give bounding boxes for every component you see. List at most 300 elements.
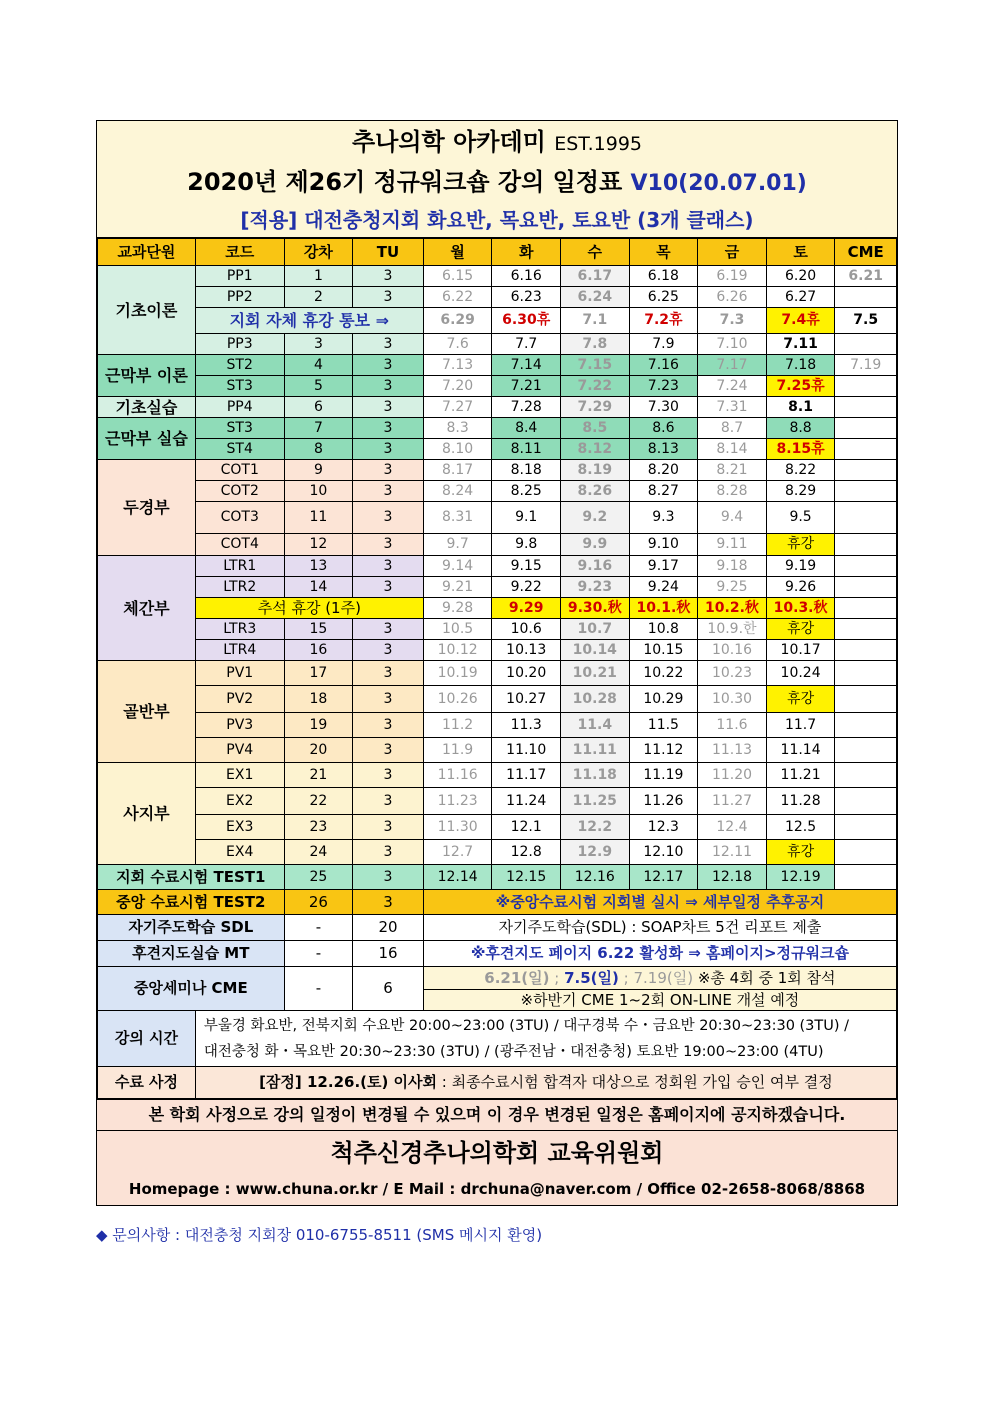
table-cell: 15 [284,619,353,640]
table-cell: 코드 [195,239,284,266]
table-cell: PV3 [195,713,284,738]
table-cell: 8.15휴 [766,439,835,460]
table-cell: 6 [284,397,353,418]
table-cell: 7.21 [492,376,561,397]
table-cell: 11.7 [766,713,835,738]
table-cell: 9.1 [492,502,561,534]
table-cell: 12.16 [561,865,630,890]
table-row [98,334,897,355]
contact-info: Homepage : www.chuna.or.kr / E Mail : drchuna@naver.com / Office 02-2658-8068/8868 [128,1180,866,1198]
table-cell: 10.28 [561,686,630,713]
table-cell: 4 [284,355,353,376]
table-cell [835,577,897,598]
table-cell: 6.25 [629,287,698,308]
table-cell: EX2 [195,788,284,815]
table-cell: 6.22 [423,287,492,308]
table-cell: 8.21 [698,460,767,481]
document-header [97,121,897,238]
table-cell: 7.1 [561,308,630,334]
table-cell: 11.24 [492,788,561,815]
table-row [98,1067,897,1099]
table-cell: 6.21(일) ; 7.5(일) ; 7.19(일) ※총 4회 중 1회 참석 [423,967,896,990]
table-cell: 10.3.秋 [766,598,835,619]
table-cell: 9.9 [561,534,630,556]
table-cell: 8.22 [766,460,835,481]
table-row [98,661,897,686]
table-cell: 11.12 [629,738,698,763]
table-cell: 8.13 [629,439,698,460]
table-cell: 7.6 [423,334,492,355]
table-cell: 3 [353,418,424,439]
table-cell: 6.21 [835,266,897,287]
table-cell: ※하반기 CME 1~2회 ON-LINE 개설 예정 [423,990,896,1011]
table-cell: 10.19 [423,661,492,686]
applied-classes: [적용] 대전충청지회 화요반, 목요반, 토요반 (3개 클래스) [240,208,754,232]
table-cell: PP2 [195,287,284,308]
table-cell: 11.10 [492,738,561,763]
table-cell: 8.3 [423,418,492,439]
table-cell: 12.1 [492,815,561,840]
table-cell: 3 [353,738,424,763]
table-cell: LTR2 [195,577,284,598]
table-cell: 10.30 [698,686,767,713]
table-cell: PP4 [195,397,284,418]
table-cell: 3 [353,890,424,915]
table-cell: 16 [284,640,353,661]
table-cell: 8.17 [423,460,492,481]
table-cell [835,439,897,460]
table-cell: 7.20 [423,376,492,397]
table-cell: 11.21 [766,763,835,788]
table-cell: 11.30 [423,815,492,840]
table-cell: 10.15 [629,640,698,661]
table-cell: 9.28 [423,598,492,619]
table-cell: 7.18 [766,355,835,376]
table-cell: 11.18 [561,763,630,788]
table-cell: 6.15 [423,266,492,287]
table-cell: 11.9 [423,738,492,763]
table-row [98,619,897,640]
table-cell: 3 [353,334,424,355]
table-cell: 10.27 [492,686,561,713]
table-row [98,266,897,287]
table-cell: COT1 [195,460,284,481]
table-cell: - [284,941,353,967]
table-cell: 7.3 [698,308,767,334]
table-cell: 10.13 [492,640,561,661]
table-cell: 24 [284,840,353,865]
table-row [98,308,897,334]
table-cell: - [284,915,353,941]
table-cell: 8.5 [561,418,630,439]
table-cell: 3 [353,713,424,738]
table-cell: 14 [284,577,353,598]
table-cell: ST4 [195,439,284,460]
table-cell: 7.17 [698,355,767,376]
table-cell: 7.14 [492,355,561,376]
group-head: 두경부 [98,460,196,556]
table-cell: 3 [353,661,424,686]
table-cell: 7.24 [698,376,767,397]
table-cell: PV1 [195,661,284,686]
table-cell: 8.11 [492,439,561,460]
table-cell: 3 [353,815,424,840]
table-cell: 9.5 [766,502,835,534]
table-cell: LTR3 [195,619,284,640]
table-cell: 12.19 [766,865,835,890]
table-cell: 추석 휴강 (1주) [195,598,423,619]
table-cell: 10.14 [561,640,630,661]
table-cell: 자기주도학습 SDL [98,915,285,941]
table-cell: 3 [284,334,353,355]
table-cell: 8 [284,439,353,460]
table-cell: 7.13 [423,355,492,376]
table-cell: 12.11 [698,840,767,865]
table-row [98,376,897,397]
table-cell: 11.14 [766,738,835,763]
table-cell: 19 [284,713,353,738]
table-cell: 11.4 [561,713,630,738]
table-row [98,481,897,502]
table-cell: 26 [284,890,353,915]
group-muscle-practice: 근막부 실습 [98,418,196,460]
table-cell: LTR1 [195,556,284,577]
table-row [98,738,897,763]
table-cell: 지회 수료시험 TEST1 [98,865,285,890]
table-cell: 8.6 [629,418,698,439]
table-cell: 6.24 [561,287,630,308]
table-row [98,788,897,815]
table-cell: 11.5 [629,713,698,738]
table-cell: 휴강 [766,619,835,640]
table-row [98,686,897,713]
table-row [98,967,897,990]
schedule-table [97,238,897,1099]
table-cell: 9.10 [629,534,698,556]
table-row [98,439,897,460]
table-cell: 10 [284,481,353,502]
table-cell: 10.9.한 [698,619,767,640]
table-row [98,915,897,941]
table-cell: 10.23 [698,661,767,686]
table-row [98,418,897,439]
table-cell: 3 [353,865,424,890]
table-cell: 9.21 [423,577,492,598]
table-cell: EX1 [195,763,284,788]
table-cell: 수료 사정 [98,1067,196,1099]
table-cell: 8.7 [698,418,767,439]
table-cell: 3 [353,481,424,502]
table-cell: 10.17 [766,640,835,661]
table-cell: 10.7 [561,619,630,640]
table-cell: 12.10 [629,840,698,865]
table-cell: 6.18 [629,266,698,287]
table-cell: 3 [353,376,424,397]
table-cell: 8.28 [698,481,767,502]
table-cell: 9.16 [561,556,630,577]
inquiry-note: ◆ 문의사항 : 대전충청 지회장 010-6755-8511 (SMS 메시지 환영) [96,1226,543,1244]
table-cell: 7.31 [698,397,767,418]
table-cell: 7.19 [835,355,897,376]
table-cell: 7.28 [492,397,561,418]
table-cell: TU [353,239,424,266]
table-cell: 6 [353,967,424,1011]
table-cell: 8.8 [766,418,835,439]
table-cell: 11.11 [561,738,630,763]
table-cell: - [284,967,353,1011]
table-cell: 토 [766,239,835,266]
table-cell: 11.25 [561,788,630,815]
table-cell: 12.18 [698,865,767,890]
table-cell: 10.16 [698,640,767,661]
table-cell: 8.26 [561,481,630,502]
table-cell: ※후견지도 페이지 6.22 활성화 ⇒ 홈페이지>정규워크숍 [423,941,896,967]
table-cell [835,815,897,840]
table-cell: 7 [284,418,353,439]
table-cell [835,713,897,738]
group-trunk: 체간부 [98,556,196,661]
table-cell [835,661,897,686]
table-cell: 6.17 [561,266,630,287]
table-cell: 2 [284,287,353,308]
table-cell: 8.29 [766,481,835,502]
table-cell: 9.19 [766,556,835,577]
table-row [98,460,897,481]
table-cell: 화 [492,239,561,266]
table-cell [835,556,897,577]
table-row [98,941,897,967]
table-cell: 9 [284,460,353,481]
table-cell: 7.9 [629,334,698,355]
table-cell [835,376,897,397]
table-cell: 7.5 [835,308,897,334]
table-cell: 1 [284,266,353,287]
table-cell: COT2 [195,481,284,502]
table-cell: 12.17 [629,865,698,890]
table-cell: 16 [353,941,424,967]
table-row [98,287,897,308]
table-cell: 13 [284,556,353,577]
table-row [98,763,897,788]
table-cell: 10.24 [766,661,835,686]
table-cell: 8.18 [492,460,561,481]
table-cell: 11.6 [698,713,767,738]
table-cell: 10.21 [561,661,630,686]
table-cell: 9.14 [423,556,492,577]
table-cell: 6.19 [698,266,767,287]
schedule-title: 2020년 제26기 정규워크숍 강의 일정표 V10(20.07.01) [187,168,807,196]
table-cell [835,287,897,308]
table-cell: 9.7 [423,534,492,556]
table-cell: 8.12 [561,439,630,460]
table-cell: 20 [284,738,353,763]
table-cell: EX3 [195,815,284,840]
table-cell: 9.15 [492,556,561,577]
table-cell: 지회 자체 휴강 통보 ⇒ [195,308,423,334]
table-cell: 5 [284,376,353,397]
table-cell: 17 [284,661,353,686]
table-cell: 8.4 [492,418,561,439]
table-cell: 11.19 [629,763,698,788]
table-cell: 월 [423,239,492,266]
table-cell: 부울경 화요반, 전북지회 수요반 20:00~23:00 (3TU) / 대구경북 수・금요반 20:30~23:30 (3TU) / 대전충청 화・목요반 20:30~23:30 (3TU) / (광주전남・대전충청) 토요반 19:00~23:00 (4TU) [195,1011,896,1067]
table-cell: 금 [698,239,767,266]
table-cell: 12.4 [698,815,767,840]
table-cell: 7.30 [629,397,698,418]
table-cell: 12.7 [423,840,492,865]
table-cell: 9.11 [698,534,767,556]
table-cell: 7.8 [561,334,630,355]
table-cell: 3 [353,460,424,481]
table-cell: 6.30휴 [492,308,561,334]
table-cell: 11.17 [492,763,561,788]
table-cell: 3 [353,397,424,418]
table-cell: 22 [284,788,353,815]
group-muscle-theory: 근막부 이론 [98,355,196,397]
academy-title: 추나의학 아카데미 EST.1995 [352,128,642,156]
table-cell [835,686,897,713]
table-cell [835,598,897,619]
table-cell: 3 [353,534,424,556]
table-cell: ST2 [195,355,284,376]
table-header [98,239,897,266]
table-cell: 10.8 [629,619,698,640]
table-row [98,890,897,915]
table-cell [835,534,897,556]
table-cell: 7.29 [561,397,630,418]
table-cell: 23 [284,815,353,840]
group-basic-theory: 기초이론 [98,266,196,355]
table-cell: 10.2.秋 [698,598,767,619]
table-cell: ST3 [195,376,284,397]
table-cell: PV2 [195,686,284,713]
table-cell [835,640,897,661]
table-cell: 10.22 [629,661,698,686]
table-cell: 3 [353,556,424,577]
table-cell [835,502,897,534]
table-cell: 3 [353,287,424,308]
table-cell: 12.3 [629,815,698,840]
table-cell: 8.24 [423,481,492,502]
table-cell [835,481,897,502]
table-cell: 교과단원 [98,239,196,266]
table-row [98,713,897,738]
table-row [98,577,897,598]
table-cell: 10.6 [492,619,561,640]
table-cell [835,619,897,640]
table-cell: 12.5 [766,815,835,840]
table-row [98,840,897,865]
table-cell: 자기주도학습(SDL) : SOAP차트 5건 리포트 제출 [423,915,896,941]
table-cell: 9.30.秋 [561,598,630,619]
table-cell: 휴강 [766,686,835,713]
table-cell: 11 [284,502,353,534]
table-row [98,355,897,376]
document-footer [97,1099,897,1205]
table-row [98,640,897,661]
table-cell: 3 [353,788,424,815]
table-cell: 20 [353,915,424,941]
table-cell: 3 [353,640,424,661]
table-cell: 12.9 [561,840,630,865]
table-cell [835,788,897,815]
table-cell: 3 [353,439,424,460]
table-cell: 12.2 [561,815,630,840]
table-cell: 9.3 [629,502,698,534]
table-cell: 8.20 [629,460,698,481]
table-cell: 11.23 [423,788,492,815]
table-cell: 8.25 [492,481,561,502]
table-cell: 11.26 [629,788,698,815]
table-cell: COT3 [195,502,284,534]
table-cell: 9.8 [492,534,561,556]
table-cell: 7.2휴 [629,308,698,334]
table-cell: 3 [353,686,424,713]
table-cell: PP1 [195,266,284,287]
table-cell: 7.16 [629,355,698,376]
table-cell [835,840,897,865]
table-cell: 후견지도실습 MT [98,941,285,967]
table-row [98,598,897,619]
table-cell [835,418,897,439]
table-cell: COT4 [195,534,284,556]
committee-name: 척추신경추나의학회 교육위원회 [330,1139,664,1167]
table-cell: 11.3 [492,713,561,738]
table-cell: 18 [284,686,353,713]
table-cell: LTR4 [195,640,284,661]
table-cell: 7.11 [766,334,835,355]
table-cell: 7.22 [561,376,630,397]
table-cell: ※중앙수료시험 지회별 실시 ⇒ 세부일정 추후공지 [423,890,896,915]
table-cell: EX4 [195,840,284,865]
group-pelvis: 골반부 [98,661,196,763]
table-cell [835,460,897,481]
table-cell: 8.27 [629,481,698,502]
table-cell: 8.1 [766,397,835,418]
table-cell: 10.1.秋 [629,598,698,619]
table-cell: 6.26 [698,287,767,308]
table-cell: [잠정] 12.26.(토) 이사회 : 최종수료시험 합격자 대상으로 정회원 가입 승인 여부 결정 [195,1067,896,1099]
table-cell: 11.27 [698,788,767,815]
table-cell [835,865,897,890]
table-cell: 12 [284,534,353,556]
table-cell: 목 [629,239,698,266]
table-cell: 9.26 [766,577,835,598]
table-cell: 8.19 [561,460,630,481]
table-cell: 9.22 [492,577,561,598]
group-basic-practice: 기초실습 [98,397,196,418]
table-cell: 9.24 [629,577,698,598]
table-cell: 중앙세미나 CME [98,967,285,1011]
table-row [98,865,897,890]
table-cell: 8.31 [423,502,492,534]
table-cell: 8.10 [423,439,492,460]
table-cell: 7.7 [492,334,561,355]
table-cell: 강차 [284,239,353,266]
table-cell: 중앙 수료시험 TEST2 [98,890,285,915]
table-row [98,397,897,418]
table-cell: 11.20 [698,763,767,788]
table-cell: 3 [353,577,424,598]
table-cell: 3 [353,502,424,534]
schedule-document [96,120,898,1206]
table-cell: 6.27 [766,287,835,308]
table-row [98,556,897,577]
table-cell: 3 [353,763,424,788]
table-cell: 3 [353,355,424,376]
table-cell: 8.14 [698,439,767,460]
table-row [98,502,897,534]
